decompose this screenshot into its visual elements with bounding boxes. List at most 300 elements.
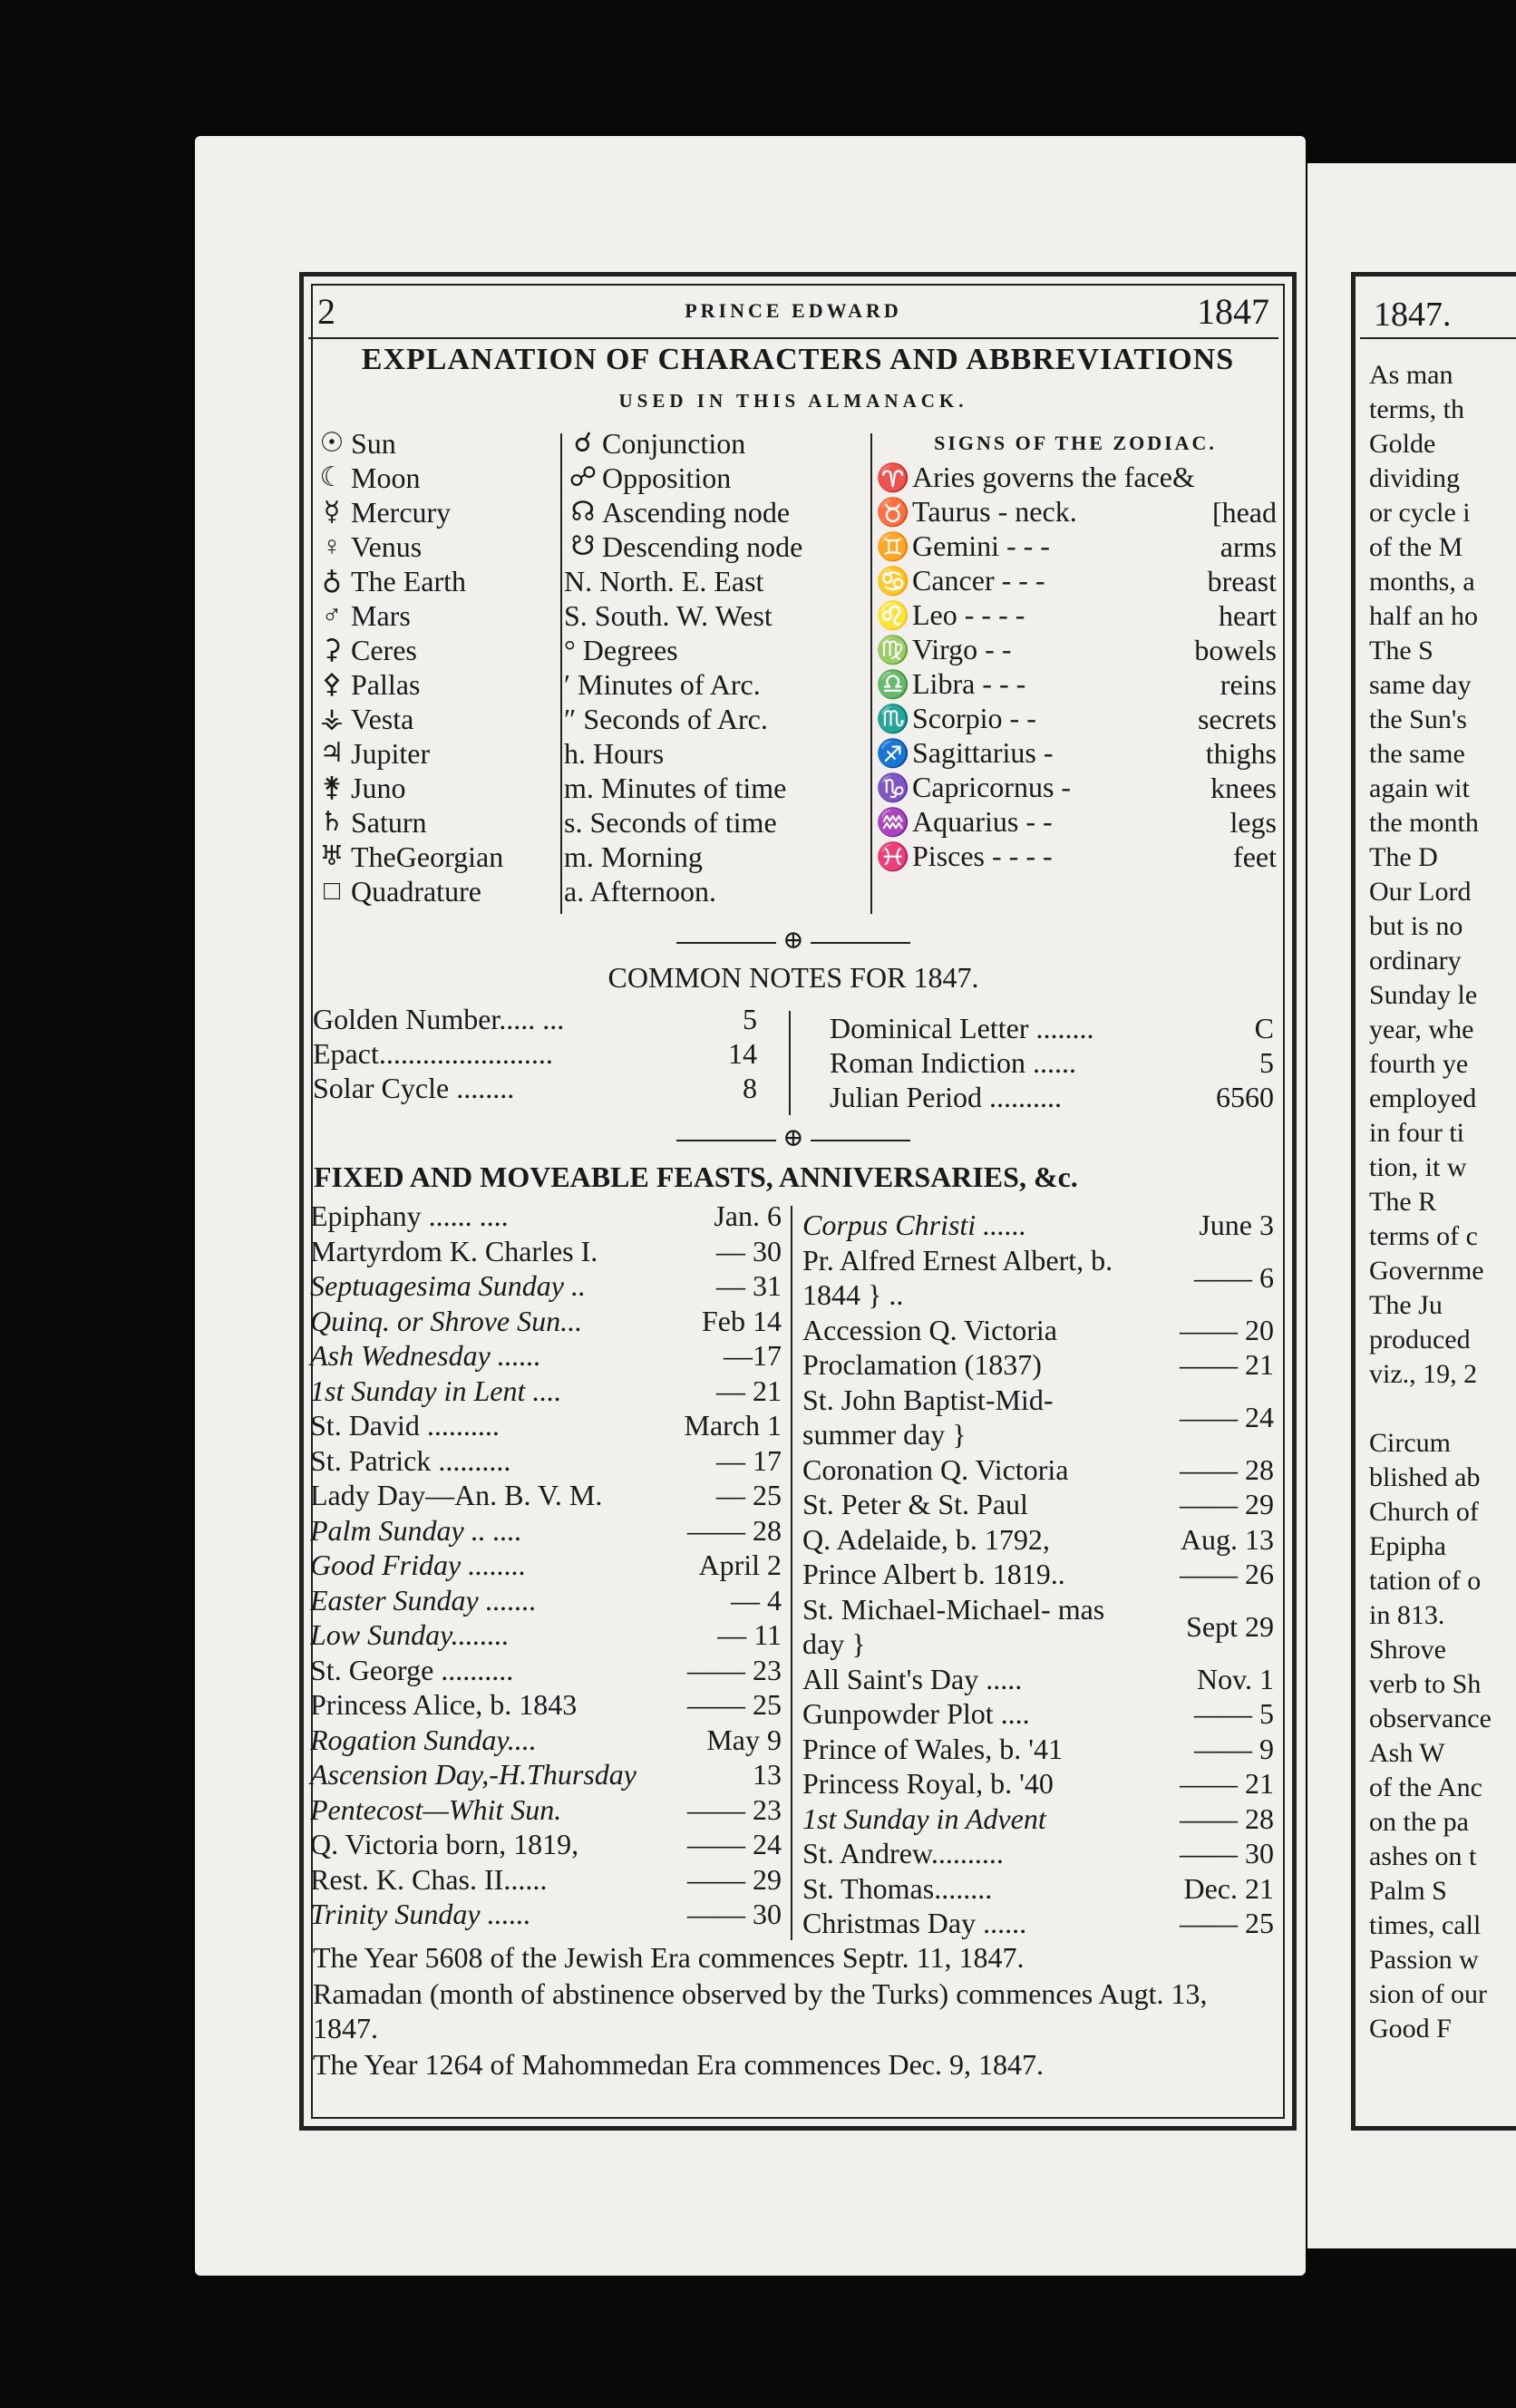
feast-date: — 30 <box>716 1234 782 1267</box>
right-page-line: Our Lord <box>1369 877 1472 907</box>
feast-name: St. Thomas........ <box>802 1871 993 1905</box>
aspect-row <box>564 840 863 874</box>
feast-row <box>310 1234 782 1269</box>
right-page-line: of the Anc <box>1369 1772 1482 1802</box>
right-page-line: the month <box>1369 808 1479 838</box>
zodiac-sign-name: Libra - - - <box>912 667 1026 700</box>
feast-row <box>802 1243 1274 1313</box>
zodiac-body-part: feet <box>1233 840 1277 873</box>
feast-date: — 4 <box>731 1583 782 1617</box>
right-page-line: The D <box>1369 842 1438 872</box>
feast-date: —— 23 <box>687 1792 782 1826</box>
planet-row <box>313 736 558 771</box>
feast-name: Ascension Day,-H.Thursday <box>310 1758 637 1791</box>
planet-row <box>313 564 558 598</box>
right-page-line: Golde <box>1369 429 1436 459</box>
common-note-label: Golden Number..... ... <box>313 1003 565 1035</box>
feast-name: Proclamation (1837) <box>802 1348 1042 1382</box>
feast-row <box>310 1653 782 1688</box>
zodiac-row <box>874 461 1277 495</box>
right-page-line: terms, th <box>1369 394 1464 424</box>
zodiac-row <box>874 598 1277 633</box>
header-rule <box>308 337 1278 339</box>
planet-label: Mars <box>351 599 411 632</box>
feast-date: —— 30 <box>1180 1837 1274 1870</box>
right-header-rule <box>1360 337 1516 339</box>
feast-row <box>310 1408 782 1443</box>
feast-date: — 11 <box>717 1618 782 1652</box>
right-page-line: viz., 19, 2 <box>1369 1359 1478 1389</box>
feast-date: — 21 <box>716 1374 782 1407</box>
feast-name: Septuagesima Sunday .. <box>310 1269 586 1303</box>
feast-date: —— 25 <box>687 1688 782 1722</box>
planet-label: Venus <box>351 530 423 563</box>
feast-date: Sept 29 <box>1186 1610 1274 1643</box>
right-page-line: but is no <box>1369 911 1463 941</box>
planet-row <box>313 633 558 667</box>
right-page-line: The Ju <box>1369 1290 1443 1320</box>
right-page-line: half an ho <box>1369 601 1478 631</box>
planet-label: Saturn <box>351 806 427 839</box>
right-page-line: the Sun's <box>1369 704 1467 734</box>
feast-date: March 1 <box>684 1409 782 1442</box>
feast-date: —— 9 <box>1194 1732 1274 1765</box>
zodiac-row <box>874 771 1277 805</box>
feast-date: —— 24 <box>687 1828 782 1861</box>
zodiac-symbol-icon: ♒ <box>876 808 910 838</box>
feast-row <box>310 1757 782 1792</box>
feast-row <box>310 1687 782 1723</box>
aspect-row <box>564 667 863 702</box>
feast-date: —— 6 <box>1194 1261 1274 1294</box>
planet-symbol-icon: ☉ <box>319 428 345 458</box>
feast-name: 1st Sunday in Advent <box>802 1801 1046 1835</box>
feast-row <box>310 1723 782 1758</box>
feast-name: Prince of Wales, b. '41 <box>802 1732 1063 1765</box>
ornament-divider: ⊕ <box>308 925 1278 956</box>
right-page-line: Good F <box>1369 2014 1452 2044</box>
feast-name: Epiphany ...... .... <box>310 1199 509 1233</box>
planet-symbol-icon: ♄ <box>319 807 345 837</box>
zodiac-sign-name: Pisces - - - - <box>912 840 1053 872</box>
feast-row <box>310 1374 782 1409</box>
planet-row <box>313 771 558 805</box>
column-divider <box>789 1011 791 1115</box>
right-page-line: Shrove <box>1369 1635 1446 1665</box>
common-note-row <box>313 1071 757 1105</box>
zodiac-row <box>874 564 1277 598</box>
common-note-row <box>830 1011 1274 1045</box>
planet-symbol-icon: ⚵ <box>322 772 342 802</box>
feast-date: — 17 <box>716 1443 782 1477</box>
feasts-title: FIXED AND MOVEABLE FEASTS, ANNIVERSARIES, &c. <box>314 1160 1078 1193</box>
feast-date: —— 25 <box>1180 1907 1274 1940</box>
feast-date: —— 30 <box>687 1898 782 1931</box>
zodiac-sign-name: Gemini - - - <box>912 529 1050 562</box>
feast-row <box>310 1513 782 1549</box>
feast-name: St. George .......... <box>310 1653 514 1686</box>
zodiac-column <box>874 426 1277 874</box>
aspect-row <box>564 771 863 805</box>
zodiac-row <box>874 736 1277 771</box>
right-page-line: Sunday le <box>1369 980 1478 1010</box>
zodiac-sign-name: Sagittarius - <box>912 736 1054 769</box>
feast-row <box>310 1199 782 1234</box>
aspect-row <box>564 426 863 461</box>
feast-name: Christmas Day ...... <box>802 1907 1027 1940</box>
feast-row <box>310 1478 782 1513</box>
zodiac-sign <box>874 563 1045 599</box>
feast-row <box>802 1487 1274 1522</box>
right-page-line: times, call <box>1369 1910 1482 1940</box>
planet-label: Sun <box>351 427 396 460</box>
zodiac-row <box>874 667 1277 702</box>
right-page-line: ordinary <box>1369 946 1462 976</box>
zodiac-sign <box>874 701 1036 737</box>
feast-row <box>802 1662 1274 1697</box>
aspect-symbol-icon: ☋ <box>570 531 596 561</box>
right-page-line: of the M <box>1369 532 1463 562</box>
zodiac-symbol-icon: ♎ <box>876 670 910 700</box>
feast-row <box>802 1801 1274 1837</box>
common-note-value: 8 <box>743 1072 757 1104</box>
right-page-line: again wit <box>1369 773 1470 803</box>
feast-row <box>802 1383 1274 1452</box>
zodiac-sign <box>874 666 1025 703</box>
zodiac-sign-name: Virgo - - <box>912 633 1012 665</box>
explanation-title: EXPLANATION OF CHARACTERS AND ABBREVIATIONS <box>361 343 1235 376</box>
feast-name: St. John Baptist-Mid- summer day } <box>802 1384 1054 1451</box>
right-page-year: 1847. <box>1374 296 1452 334</box>
right-page-line: months, a <box>1369 567 1475 597</box>
aspect-label: ° Degrees <box>564 634 678 666</box>
planet-symbol-icon: ⚳ <box>322 635 342 665</box>
zodiac-sign-name: Aquarius - - <box>912 805 1053 838</box>
feast-name: Trinity Sunday ...... <box>310 1898 531 1931</box>
common-note-row <box>830 1045 1274 1080</box>
zodiac-body-part: heart <box>1219 599 1277 632</box>
common-note-row <box>830 1080 1274 1114</box>
footer-ramadan: Ramadan (month of abstinence observed by the Turks) commences Augt. 13, 1847. <box>313 1977 1208 2044</box>
aspect-row <box>564 805 863 840</box>
right-page-line: terms of c <box>1369 1221 1478 1251</box>
planet-row <box>313 598 558 633</box>
feast-name: Palm Sunday .. .... <box>310 1513 522 1547</box>
running-header <box>308 290 1278 335</box>
feast-row <box>310 1268 782 1304</box>
aspect-row <box>564 702 863 736</box>
aspect-symbol-icon: ☍ <box>568 462 598 492</box>
planet-label: Juno <box>351 772 406 804</box>
feast-row <box>802 1208 1274 1243</box>
zodiac-symbol-icon: ♌ <box>876 601 910 631</box>
common-note-value: 14 <box>728 1037 757 1070</box>
planet-label: Vesta <box>351 703 414 735</box>
feast-row <box>802 1452 1274 1488</box>
zodiac-body-part: secrets <box>1197 703 1277 735</box>
planet-label: Ceres <box>351 634 417 666</box>
feast-name: Martyrdom K. Charles I. <box>310 1234 598 1267</box>
aspect-row <box>564 461 863 495</box>
feast-date: —— 20 <box>1180 1313 1274 1346</box>
feast-date: —— 29 <box>1180 1488 1274 1521</box>
planet-row <box>313 667 558 702</box>
planet-label: Quadrature <box>351 875 481 908</box>
right-page-line: year, whe <box>1369 1015 1474 1044</box>
running-year: 1847 <box>1197 291 1269 332</box>
feast-date: — 31 <box>716 1269 782 1303</box>
right-page-line: Circum <box>1369 1428 1451 1458</box>
running-title: PRINCE EDWARD <box>685 299 902 322</box>
planet-row <box>313 529 558 564</box>
right-page-line <box>1369 1392 1516 1426</box>
feast-name: Prince Albert b. 1819.. <box>802 1558 1065 1591</box>
planet-label: The Earth <box>351 565 467 597</box>
aspect-label: Ascending node <box>602 496 791 529</box>
zodiac-body-part: thighs <box>1205 737 1277 770</box>
aspect-label: Conjunction <box>602 427 746 460</box>
planet-symbol-icon: ♅ <box>319 841 345 871</box>
feast-date: —— 29 <box>687 1862 782 1896</box>
feast-row <box>310 1304 782 1339</box>
feast-name: Good Friday ........ <box>310 1549 527 1582</box>
right-page-text <box>1369 358 1516 2046</box>
feast-name: Lady Day—An. B. V. M. <box>310 1479 603 1512</box>
zodiac-symbol-icon: ♏ <box>876 704 910 734</box>
feast-row <box>802 1732 1274 1767</box>
feast-row <box>310 1792 782 1828</box>
planet-symbol-icon: ⚶ <box>320 704 344 733</box>
zodiac-row <box>874 633 1277 667</box>
zodiac-body-part: bowels <box>1194 634 1277 666</box>
zodiac-symbol-icon: ♋ <box>876 567 910 597</box>
planet-row <box>313 426 558 461</box>
feast-name: Pentecost—Whit Sun. <box>310 1792 562 1826</box>
zodiac-body-part: reins <box>1220 668 1277 701</box>
feast-name: All Saint's Day ..... <box>802 1662 1023 1695</box>
zodiac-sign <box>874 494 1077 530</box>
feast-name: Gunpowder Plot .... <box>802 1697 1030 1731</box>
aspect-label: a. Afternoon. <box>564 875 716 908</box>
right-page-line: in four ti <box>1369 1118 1464 1148</box>
feast-date: —— 23 <box>687 1653 782 1686</box>
feast-name: St. Patrick .......... <box>310 1443 511 1477</box>
zodiac-symbol-icon: ♐ <box>876 739 910 769</box>
right-page-line: dividing <box>1369 463 1461 493</box>
right-page-line: or cycle i <box>1369 498 1471 528</box>
right-page-line: tation of o <box>1369 1566 1482 1596</box>
feast-name: Rest. K. Chas. II...... <box>310 1862 548 1896</box>
planet-row <box>313 461 558 495</box>
common-note-label: Julian Period .......... <box>830 1081 1062 1113</box>
feast-date: —— 28 <box>1180 1452 1274 1486</box>
column-divider <box>870 433 872 914</box>
common-note-label: Roman Indiction ...... <box>830 1046 1076 1079</box>
zodiac-sign <box>874 735 1054 772</box>
zodiac-sign-name: Aries governs the face& <box>912 461 1195 493</box>
feast-date: —— 5 <box>1194 1697 1274 1731</box>
feast-name: Q. Adelaide, b. 1792, <box>802 1522 1050 1556</box>
common-note-value: 6560 <box>1216 1081 1274 1113</box>
zodiac-sign <box>874 632 1011 668</box>
feasts-right-column <box>802 1208 1274 1941</box>
common-note-value: 5 <box>1259 1046 1274 1079</box>
zodiac-body-part: knees <box>1210 772 1277 804</box>
zodiac-sign <box>874 597 1025 634</box>
zodiac-body-part: [head <box>1211 496 1277 529</box>
feast-date: —— 26 <box>1180 1558 1274 1591</box>
zodiac-row <box>874 840 1277 874</box>
feast-name: Quinq. or Shrove Sun... <box>310 1304 583 1337</box>
zodiac-symbol-icon: ♓ <box>876 842 910 872</box>
planet-label: Moon <box>351 461 421 494</box>
right-page-line: Church of <box>1369 1497 1479 1527</box>
aspect-row <box>564 598 863 633</box>
common-notes-left <box>313 1002 757 1105</box>
feast-name: Rogation Sunday.... <box>310 1723 537 1756</box>
feast-name: Princess Alice, b. 1843 <box>310 1688 578 1722</box>
planet-label: Pallas <box>351 668 421 701</box>
footer-mahommedan-era: The Year 1264 of Mahommedan Era commences Dec. 9, 1847. <box>313 2048 1044 2081</box>
feast-date: Jan. 6 <box>714 1199 782 1233</box>
page-number: 2 <box>317 291 335 332</box>
feast-row <box>310 1862 782 1898</box>
aspect-row <box>564 495 863 529</box>
zodiac-sign <box>874 460 1195 496</box>
feast-date: —— 21 <box>1180 1767 1274 1801</box>
aspect-row <box>564 874 863 908</box>
feast-row <box>310 1548 782 1583</box>
right-page-line: same day <box>1369 670 1472 700</box>
feast-row <box>802 1836 1274 1871</box>
common-note-row <box>313 1002 757 1036</box>
right-page-line: Ash W <box>1369 1738 1445 1768</box>
planet-row <box>313 840 558 874</box>
aspect-label: ″ Seconds of Arc. <box>564 703 768 735</box>
feasts-left-column <box>310 1199 782 1932</box>
zodiac-sign-name: Scorpio - - <box>912 702 1036 734</box>
planet-label: TheGeorgian <box>351 840 504 873</box>
feast-name: St. Michael-Michael- mas day } <box>802 1593 1105 1660</box>
zodiac-sign <box>874 804 1053 840</box>
planet-row <box>313 702 558 736</box>
right-page-line: Epipha <box>1369 1531 1446 1561</box>
right-page-line: The S <box>1369 636 1433 665</box>
zodiac-symbol-icon: ♍ <box>876 636 910 665</box>
aspect-label: h. Hours <box>564 737 665 770</box>
planet-row <box>313 805 558 840</box>
planet-symbol-icon: ♃ <box>319 738 345 768</box>
common-note-label: Dominical Letter ........ <box>830 1012 1094 1044</box>
zodiac-body-part: arms <box>1220 530 1277 563</box>
common-notes-title: COMMON NOTES FOR 1847. <box>607 961 979 994</box>
aspect-label: ′ Minutes of Arc. <box>564 668 761 701</box>
feast-row <box>802 1592 1274 1662</box>
feast-name: 1st Sunday in Lent .... <box>310 1374 562 1407</box>
feast-name: Ash Wednesday ...... <box>310 1339 541 1373</box>
planet-row <box>313 874 558 908</box>
zodiac-body-part: breast <box>1207 565 1277 597</box>
right-page-line: sion of our <box>1369 1979 1487 2009</box>
feast-name: Princess Royal, b. '40 <box>802 1767 1054 1801</box>
aspect-label: m. Morning <box>564 840 703 873</box>
feast-row <box>310 1338 782 1374</box>
right-page-line: blished ab <box>1369 1462 1481 1492</box>
feast-name: Easter Sunday ....... <box>310 1583 537 1617</box>
aspect-row <box>564 736 863 771</box>
common-notes-right <box>830 1011 1274 1114</box>
zodiac-row <box>874 495 1277 529</box>
zodiac-symbol-icon: ♉ <box>876 498 910 528</box>
zodiac-sign <box>874 529 1050 565</box>
planet-symbol-icon: ☾ <box>319 462 345 492</box>
feast-row <box>310 1897 782 1932</box>
right-page-line: tion, it w <box>1369 1152 1467 1182</box>
aspect-label: Opposition <box>602 461 732 494</box>
zodiac-body-part: legs <box>1229 806 1277 839</box>
feast-row <box>802 1313 1274 1348</box>
aspect-symbols-column <box>564 426 863 908</box>
feast-name: Low Sunday........ <box>310 1618 510 1652</box>
feast-row <box>310 1443 782 1479</box>
feast-name: St. Peter & St. Paul <box>802 1488 1028 1521</box>
feast-name: St. David .......... <box>310 1409 500 1442</box>
feast-row <box>802 1871 1274 1907</box>
common-note-row <box>313 1036 757 1071</box>
right-page-line: the same <box>1369 739 1465 769</box>
planet-label: Mercury <box>351 496 452 529</box>
feast-name: Q. Victoria born, 1819, <box>310 1828 579 1861</box>
zodiac-sign-name: Cancer - - - <box>912 564 1045 597</box>
planet-symbol-icon: □ <box>323 876 341 906</box>
feast-date: —— 28 <box>1180 1801 1274 1835</box>
planet-row <box>313 495 558 529</box>
right-page-line: fourth ye <box>1369 1049 1469 1079</box>
feast-date: Nov. 1 <box>1196 1662 1274 1695</box>
zodiac-symbol-icon: ♊ <box>876 532 910 562</box>
feast-name: Accession Q. Victoria <box>802 1313 1057 1346</box>
feast-row <box>802 1557 1274 1592</box>
right-page-line: Governme <box>1369 1256 1484 1286</box>
right-page-line: in 813. <box>1369 1600 1445 1630</box>
common-note-value: 5 <box>743 1003 757 1035</box>
aspect-label: m. Minutes of time <box>564 772 787 804</box>
right-page-line: on the pa <box>1369 1807 1469 1837</box>
feast-row <box>310 1827 782 1862</box>
feast-row <box>310 1617 782 1653</box>
feast-row <box>802 1696 1274 1732</box>
feast-date: —— 21 <box>1180 1348 1274 1382</box>
common-note-label: Epact........................ <box>313 1037 553 1070</box>
right-page-line: As man <box>1369 360 1453 390</box>
zodiac-symbol-icon: ♈ <box>876 463 910 493</box>
zodiac-symbol-icon: ♑ <box>876 773 910 803</box>
feast-date: —— 28 <box>687 1513 782 1547</box>
explanation-subtitle: USED IN THIS ALMANACK. <box>618 390 968 412</box>
zodiac-sign <box>874 770 1071 806</box>
aspect-label: s. Seconds of time <box>564 806 777 839</box>
aspect-row <box>564 564 863 598</box>
feast-date: Aug. 13 <box>1180 1522 1274 1556</box>
aspect-row <box>564 633 863 667</box>
feast-date: May 9 <box>706 1723 782 1756</box>
column-divider <box>560 433 562 914</box>
zodiac-sign-name: Leo - - - - <box>912 598 1025 631</box>
feast-date: —— 24 <box>1180 1401 1274 1433</box>
right-page-line: ashes on t <box>1369 1841 1477 1871</box>
planet-symbol-icon: ☿ <box>323 497 341 527</box>
feast-date: —17 <box>724 1339 782 1373</box>
